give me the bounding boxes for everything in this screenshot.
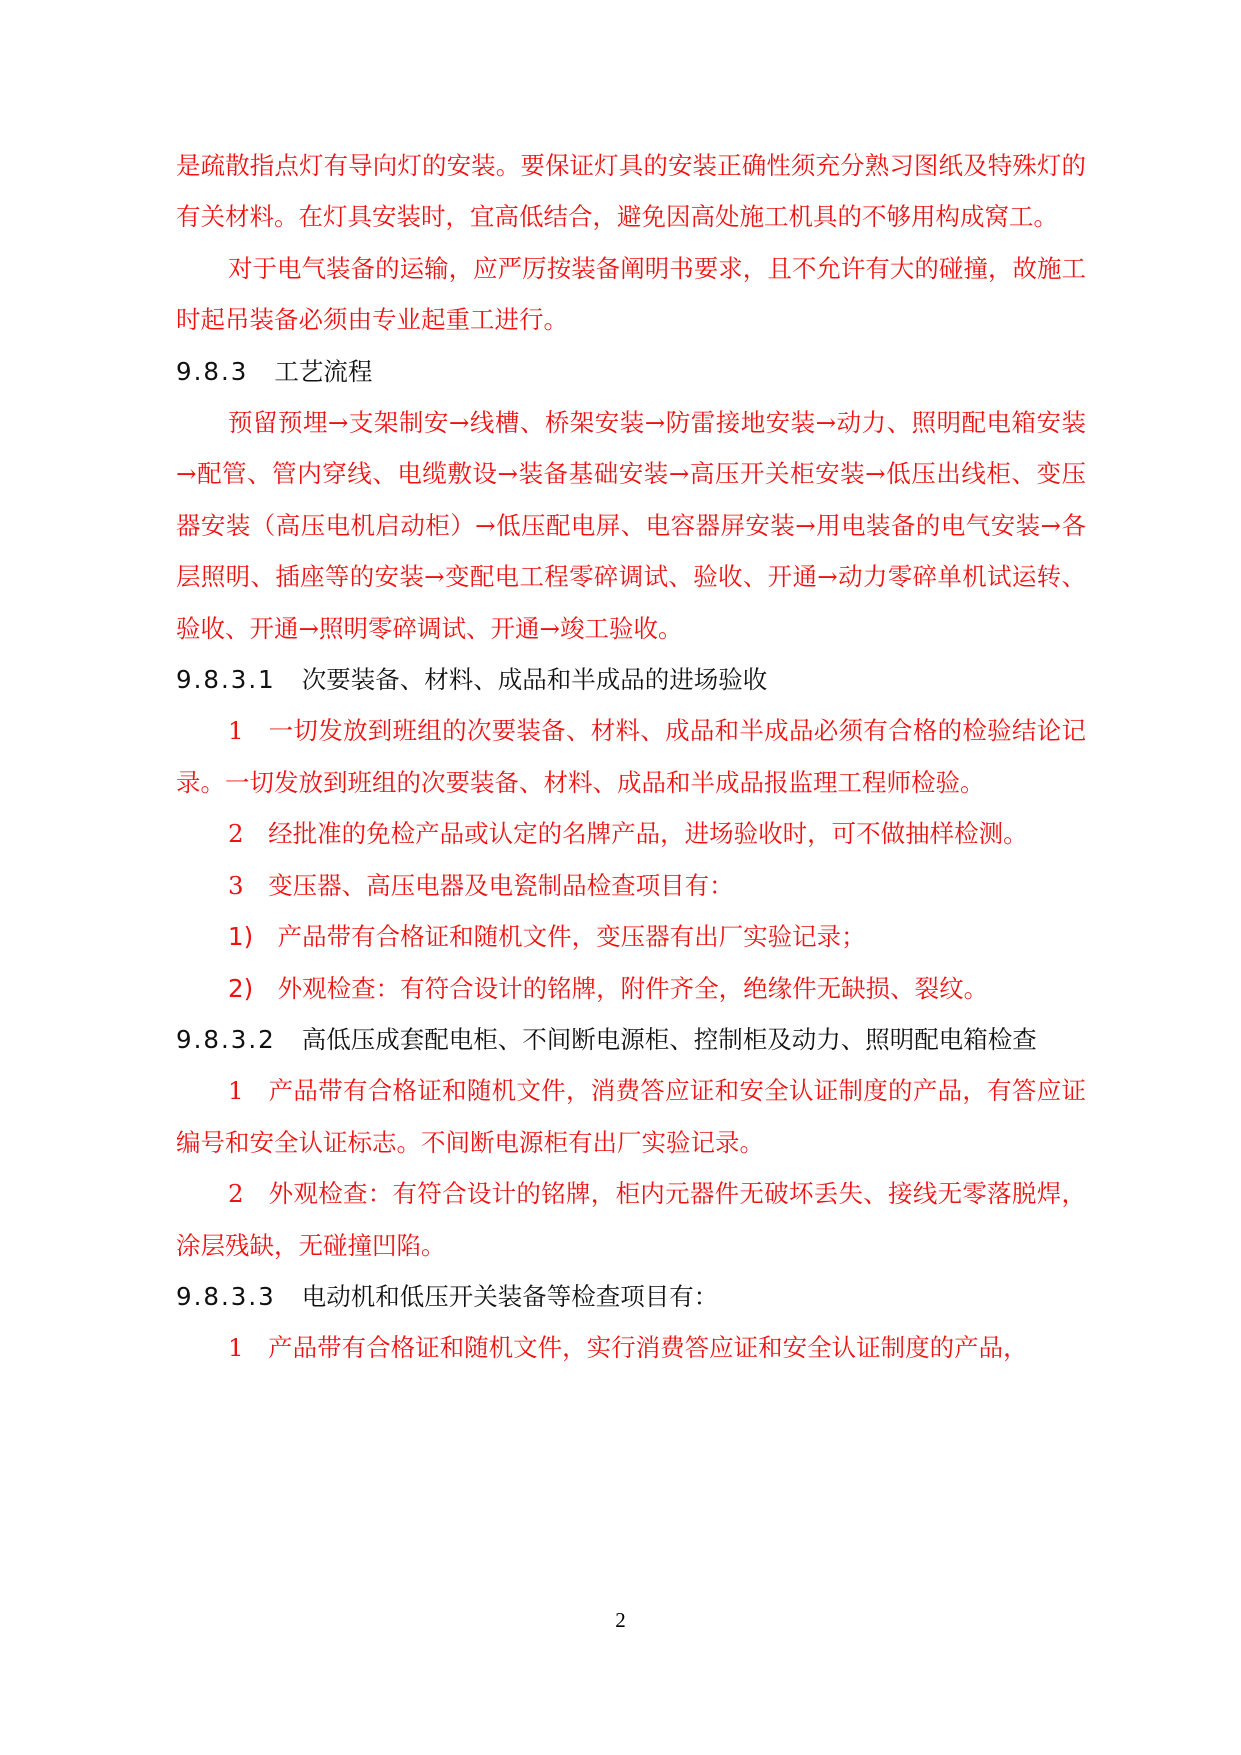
- section-number: 9.8.3.2: [176, 1024, 276, 1054]
- paragraph: 预留预埋→支架制安→线槽、桥架安装→防雷接地安装→动力、照明配电箱安装→配管、管内穿线、电缆敷设→装备基础安装→高压开关柜安装→低压出线柜、变压器安装（高压电机启动柜）→低压配电屏、电容器屏安装→用电装备的电气安装→各层照明、插座等的安装→变配电工程零碎调试、验收、开通→动力零碎单机试运转、验收、开通→照明零碎调试、开通→竣工验收。: [176, 408, 1086, 643]
- paragraph: 是疏散指点灯有导向灯的安装。要保证灯具的安装正确性须充分熟习图纸及特殊灯的有关材料。在灯具安装时，宜高低结合，避免因高处施工机具的不够用构成窝工。: [176, 151, 1086, 232]
- section-title: 高低压成套配电柜、不间断电源柜、控制柜及动力、照明配电箱检查: [301, 1024, 1037, 1054]
- section-number: 9.8.3.3: [176, 1281, 276, 1311]
- section-heading: [176, 654, 1086, 705]
- paragraph: 对于电气装备的运输，应严厉按装备阐明书要求，且不允许有大的碰撞，故施工时起吊装备必须由专业起重工进行。: [176, 253, 1086, 335]
- section-title: 电动机和低压开关装备等检查项目有：: [301, 1281, 719, 1311]
- paragraph: 3 变压器、高压电器及电瓷制品检查项目有：: [228, 870, 734, 900]
- paragraph: 1 产品带有合格证和随机文件，消费答应证和安全认证制度的产品，有答应证编号和安全认证标志。不间断电源柜有出厂实验记录。: [176, 1076, 1086, 1157]
- page-number: 2: [615, 1608, 626, 1632]
- section-title: 工艺流程: [274, 356, 373, 386]
- section-heading: [176, 1271, 1086, 1322]
- section-heading: [176, 346, 1086, 397]
- page-body: [176, 140, 1086, 1374]
- paragraph: 2 经批准的免检产品或认定的名牌产品，进场验收时，可不做抽样检测。: [228, 819, 1028, 849]
- section-title: 次要装备、材料、成品和半成品的进场验收: [301, 665, 768, 695]
- section-number: 9.8.3.1: [176, 665, 276, 695]
- list-item: 1) 产品带有合格证和随机文件，变压器有出厂实验记录；: [228, 922, 866, 952]
- paragraph: 1 一切发放到班组的次要装备、材料、成品和半成品必须有合格的检验结论记录。一切发放到班组的次要装备、材料、成品和半成品报监理工程师检验。: [176, 716, 1086, 797]
- paragraph: 1 产品带有合格证和随机文件，实行消费答应证和安全认证制度的产品，: [228, 1333, 1028, 1363]
- section-heading: [176, 1014, 1086, 1065]
- paragraph: 2 外观检查：有符合设计的铭牌，柜内元器件无破坏丢失、接线无零落脱焊，涂层残缺，无碰撞凹陷。: [176, 1179, 1086, 1260]
- list-item: 2) 外观检查：有符合设计的铭牌，附件齐全，绝缘件无缺损、裂纹。: [228, 973, 989, 1003]
- section-number: 9.8.3: [176, 356, 249, 386]
